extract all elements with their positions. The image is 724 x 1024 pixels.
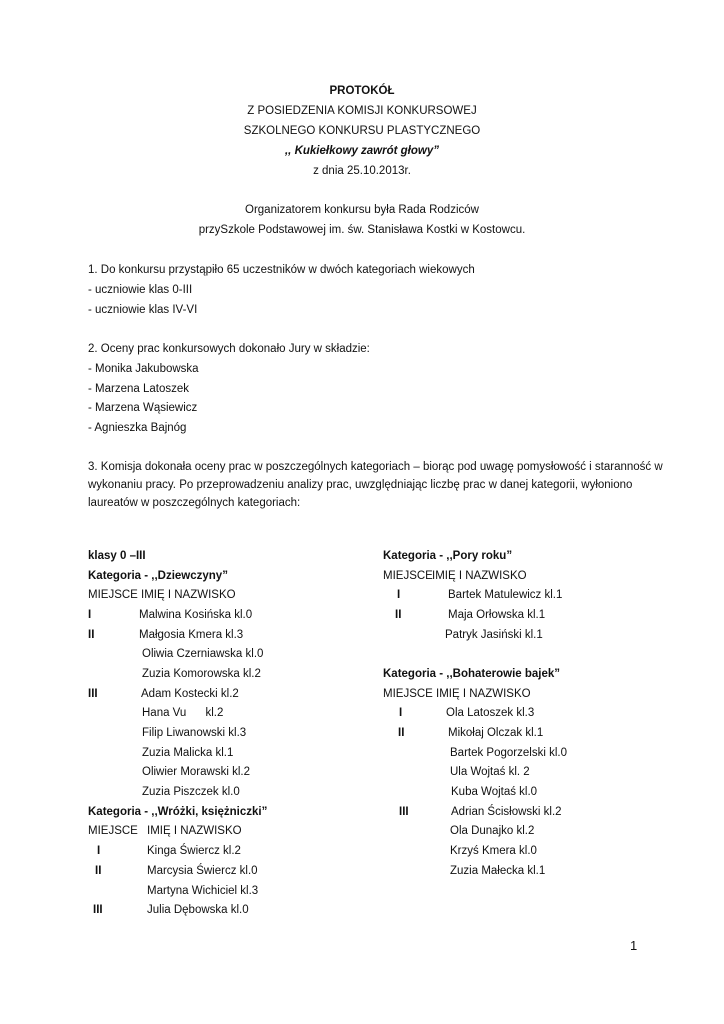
- place-label: III: [93, 904, 103, 916]
- section-2-text: 2. Oceny prac konkursowych dokonało Jury w składzie:: [88, 343, 370, 355]
- document-date: z dnia 25.10.2013r.: [313, 165, 411, 177]
- place-label: II: [398, 727, 405, 739]
- winner-name: Ola Dunajko kl.2: [450, 825, 535, 837]
- place-label: I: [97, 845, 101, 857]
- place-label: I: [399, 707, 403, 719]
- winner-name: Adam Kostecki kl.2: [141, 688, 239, 700]
- winner-name: Kuba Wojtaś kl.0: [451, 786, 538, 798]
- winner-name: Marcysia Świercz kl.0: [147, 865, 258, 877]
- document-title: PROTOKÓŁ: [329, 85, 395, 97]
- column-header-place: MIEJSCE: [88, 589, 138, 601]
- section-3-line-1: 3. Komisja dokonała oceny prac w poszczególnych kategoriach – biorąc pod uwagę pomysłowość i staranność w: [88, 461, 663, 473]
- winner-name: Zuzia Małecka kl.1: [450, 865, 546, 877]
- category-title: Kategoria - ,,Bohaterowie bajek”: [383, 668, 561, 680]
- organizer-line-1: Organizatorem konkursu była Rada Rodziców: [245, 204, 479, 216]
- column-header-name: IMIĘ I NAZWISKO: [147, 825, 242, 837]
- column-header-name: IMIĘ I NAZWISKO: [141, 589, 236, 601]
- column-header-place: MIEJSCE: [88, 825, 138, 837]
- section-3-line-3: laureatów w poszczególnych kategoriach:: [88, 497, 301, 509]
- section-3-line-2: wykonaniu pracy. Po przeprowadzeniu analizy prac, uwzględniając liczbę prac w danej kategorii, wyłoniono: [88, 479, 633, 491]
- winner-name: Mikołaj Olczak kl.1: [448, 727, 544, 739]
- category-title: Kategoria - ,,Dziewczyny”: [88, 570, 228, 582]
- winner-name: Martyna Wichiciel kl.3: [147, 885, 259, 897]
- winner-name: Bartek Pogorzelski kl.0: [450, 747, 567, 759]
- column-header-place: MIEJSCE: [383, 570, 433, 582]
- section-1-item: - uczniowie klas 0-III: [88, 284, 193, 296]
- column-header-name: IMIĘ I NAZWISKO: [432, 570, 527, 582]
- winner-name: Oliwier Morawski kl.2: [142, 766, 250, 778]
- winner-name: Ola Latoszek kl.3: [446, 707, 535, 719]
- age-group-heading: klasy 0 –III: [88, 550, 146, 562]
- place-label: I: [88, 609, 92, 621]
- winner-name: Krzyś Kmera kl.0: [450, 845, 537, 857]
- place-label: II: [395, 609, 402, 621]
- page-number: 1: [630, 938, 638, 953]
- winner-name: Adrian Ścisłowski kl.2: [451, 806, 562, 818]
- winner-name: Zuzia Piszczek kl.0: [142, 786, 240, 798]
- header-line-1: Z POSIEDZENIA KOMISJI KONKURSOWEJ: [247, 105, 477, 117]
- contest-name: ,, Kukiełkowy zawrót głowy”: [284, 145, 439, 157]
- jury-member: - Marzena Latoszek: [88, 383, 189, 395]
- jury-member: - Marzena Wąsiewicz: [88, 402, 198, 414]
- winner-name: Kinga Świercz kl.2: [147, 845, 241, 857]
- winner-name: Ula Wojtaś kl. 2: [450, 766, 530, 778]
- winner-name: Bartek Matulewicz kl.1: [448, 589, 563, 601]
- category-title: Kategoria - ,,Pory roku”: [383, 550, 513, 562]
- winner-name: Małgosia Kmera kl.3: [139, 629, 244, 641]
- category-title: Kategoria - ,,Wróżki, księżniczki”: [88, 806, 268, 818]
- column-header-place: MIEJSCE: [383, 688, 433, 700]
- place-label: III: [399, 806, 409, 818]
- winner-name: Julia Dębowska kl.0: [147, 904, 249, 916]
- winner-name: Zuzia Komorowska kl.2: [142, 668, 261, 680]
- jury-member: - Agnieszka Bajnóg: [88, 422, 187, 434]
- column-header-name: IMIĘ I NAZWISKO: [436, 688, 531, 700]
- winner-name: Filip Liwanowski kl.3: [142, 727, 247, 739]
- organizer-line-2: przySzkole Podstawowej im. św. Stanisława Kostki w Kostowcu.: [198, 224, 526, 236]
- winner-name: Maja Orłowska kl.1: [448, 609, 546, 621]
- place-label: I: [397, 589, 401, 601]
- place-label: II: [88, 629, 95, 641]
- place-label: III: [88, 688, 98, 700]
- place-label: II: [95, 865, 102, 877]
- winner-name: Oliwia Czerniawska kl.0: [142, 648, 264, 660]
- section-1-text: 1. Do konkursu przystąpiło 65 uczestników w dwóch kategoriach wiekowych: [88, 264, 475, 276]
- winner-name: Hana Vu kl.2: [142, 707, 224, 719]
- winner-name: Patryk Jasiński kl.1: [445, 629, 543, 641]
- winner-name: Malwina Kosińska kl.0: [139, 609, 253, 621]
- header-line-2: SZKOLNEGO KONKURSU PLASTYCZNEGO: [243, 125, 481, 137]
- section-1-item: - uczniowie klas IV-VI: [88, 304, 198, 316]
- jury-member: - Monika Jakubowska: [88, 363, 199, 375]
- winner-name: Zuzia Malicka kl.1: [142, 747, 234, 759]
